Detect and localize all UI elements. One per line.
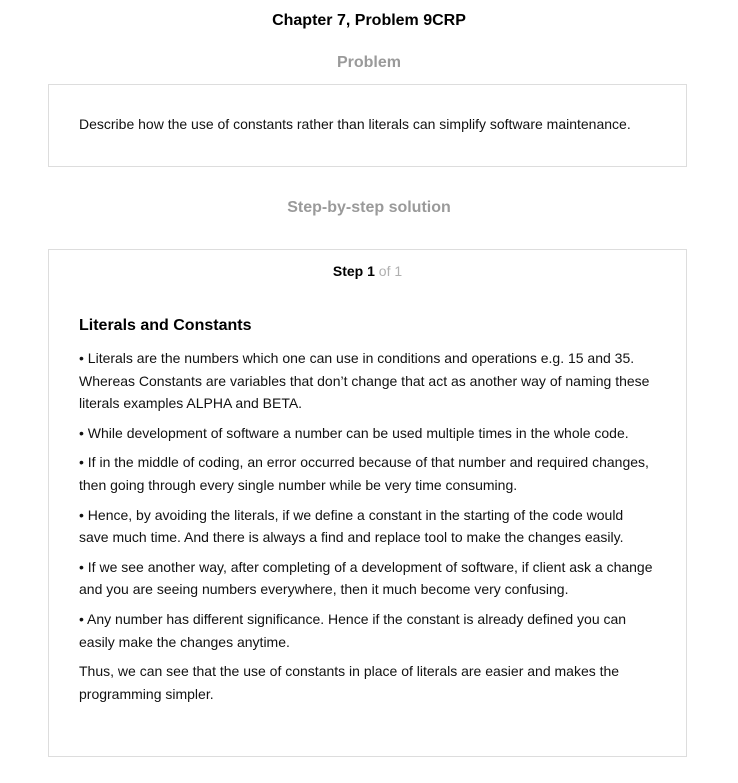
solution-paragraph: • While development of software a number can be used multiple times in the whole code. bbox=[79, 424, 629, 441]
step-total: of 1 bbox=[378, 263, 403, 279]
problem-box bbox=[48, 84, 687, 167]
solution-box bbox=[48, 249, 687, 757]
step-label: Step bbox=[332, 263, 364, 279]
solution-paragraph: • Hence, by avoiding the literals, if we define a constant in the starting of the code would save much time. And there is always a find and replace tool to make the changes easily. bbox=[79, 506, 624, 546]
solution-conclusion: Thus, we can see that the use of constants in place of literals are easier and makes the programming simpler. bbox=[79, 663, 620, 702]
problem-text: Describe how the use of constants rather than literals can simplify software maintenance. bbox=[79, 116, 631, 132]
page-title: Chapter 7, Problem 9CRP bbox=[272, 12, 466, 29]
step-number: 1 bbox=[367, 263, 375, 279]
solution-paragraph: • Literals are the numbers which one can use in conditions and operations e.g. 15 and 35. Whereas Constants are variables that don’t change that act as another way of naming these literals examples ALPHA and BETA. bbox=[79, 350, 650, 412]
solution-heading: Step-by-step solution bbox=[287, 199, 451, 216]
step-content bbox=[79, 314, 654, 712]
solution-paragraph: • If in the middle of coding, an error occurred because of that number and required changes, then going through every single number while be very time consuming. bbox=[79, 454, 649, 493]
problem-heading: Problem bbox=[336, 54, 401, 71]
step-indicator bbox=[49, 262, 686, 280]
step-title: Literals and Constants bbox=[79, 317, 252, 334]
solution-paragraph: • Any number has different significance. Hence if the constant is already defined you can easily make the changes anytime. bbox=[79, 610, 627, 650]
solution-paragraph: • If we see another way, after completing of a development of software, if client ask a change and you are seeing numbers everywhere, then it much become very confusing. bbox=[79, 558, 653, 598]
